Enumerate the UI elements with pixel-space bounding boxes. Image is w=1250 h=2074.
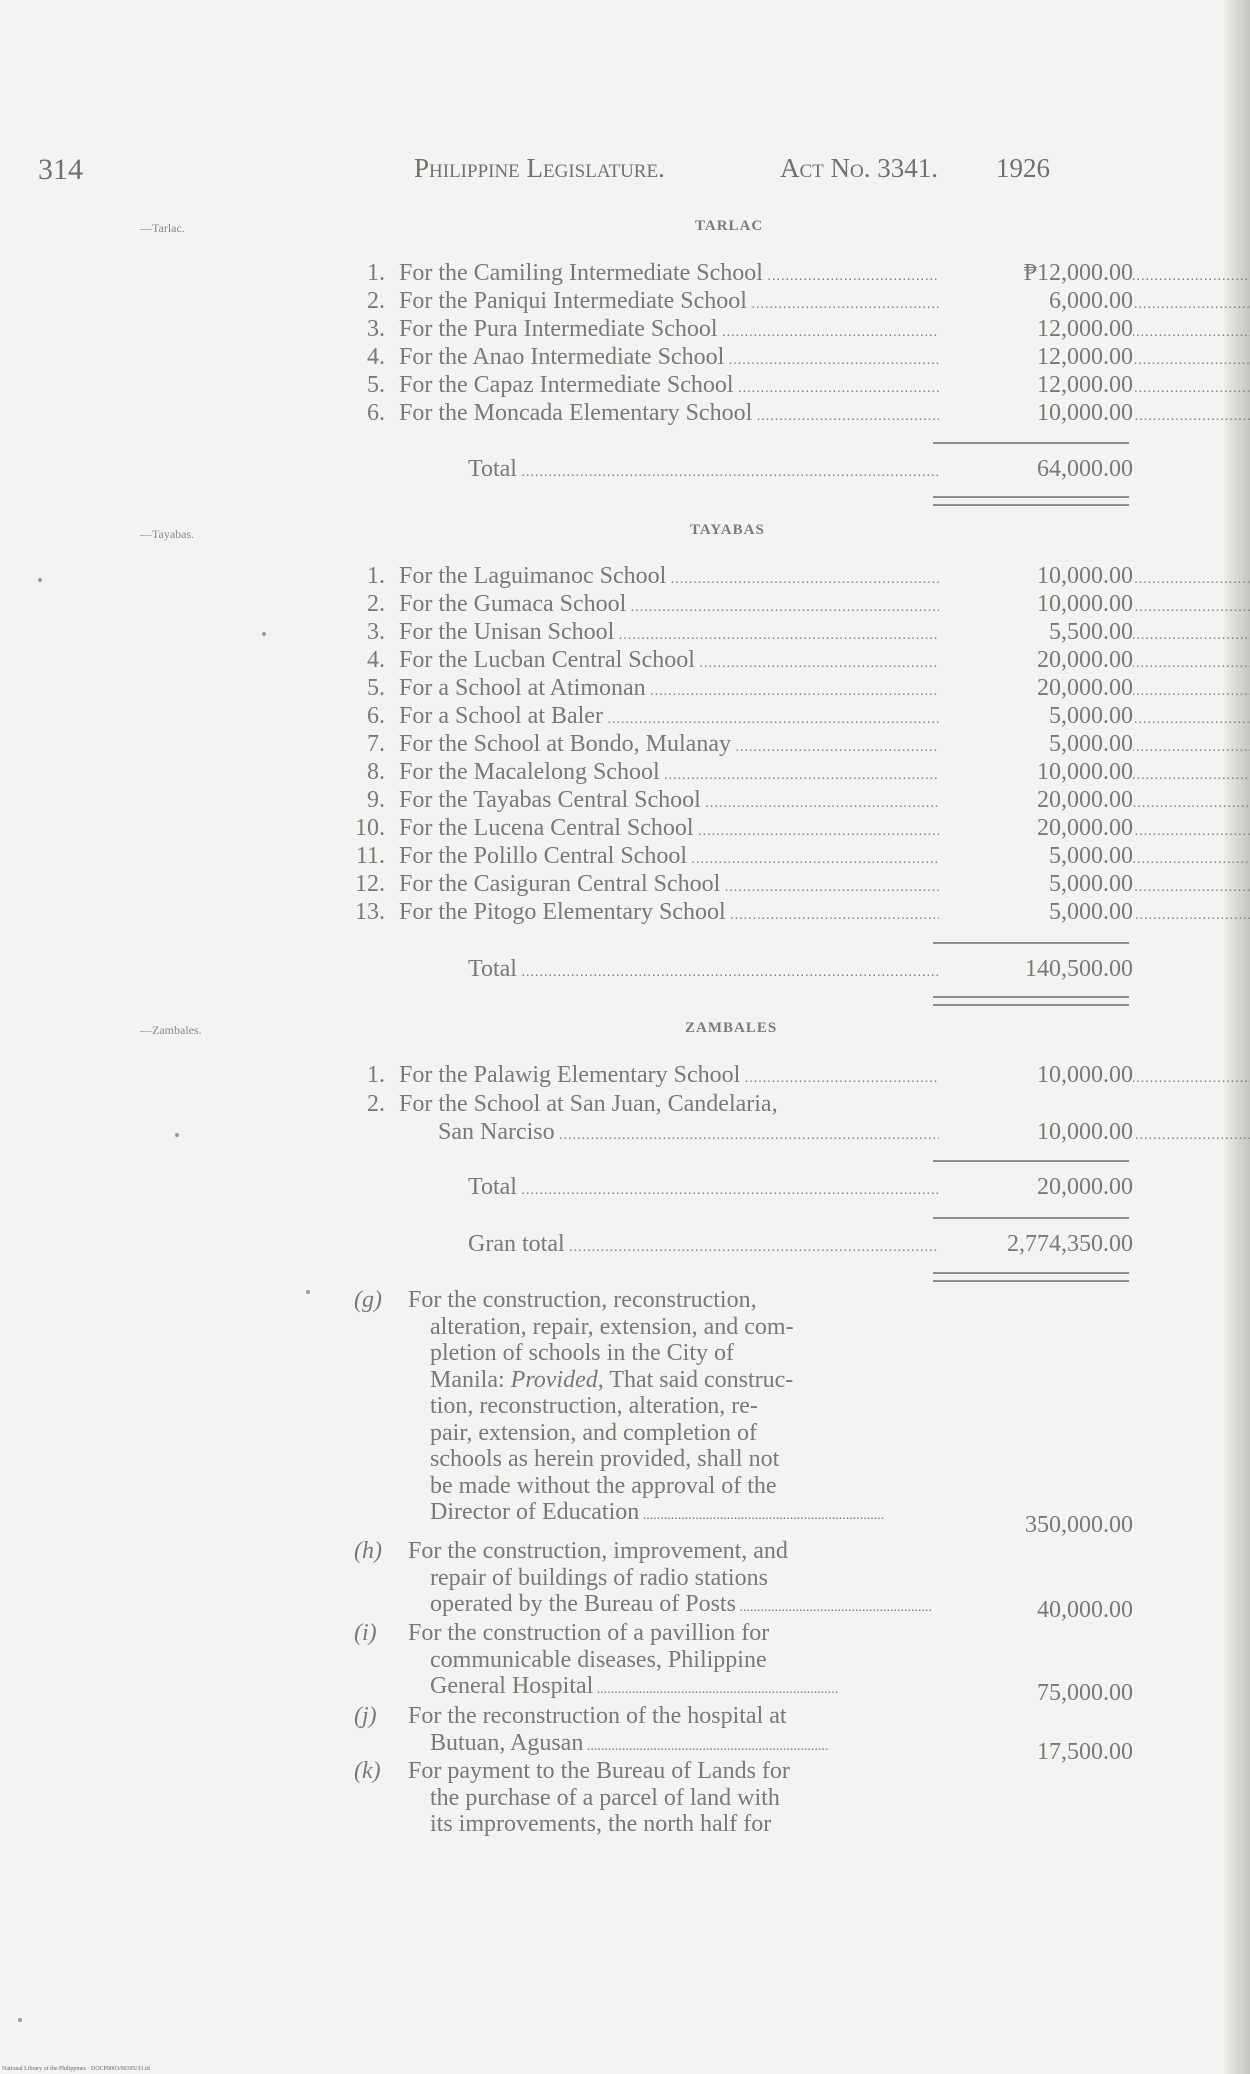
item-amount: 12,000.00: [963, 343, 1133, 372]
paragraph-line: Director of Education .....: [408, 1499, 933, 1530]
item-label: For the Lucena Central School .....: [399, 814, 1250, 846]
item-amount: 10,000.00: [963, 399, 1133, 428]
list-item: [345, 758, 1133, 787]
section-total-row: [468, 1173, 1133, 1202]
item-amount: 12,000.00: [963, 371, 1133, 400]
paragraph-line: schools as herein provided, shall not: [430, 1446, 780, 1472]
paragraph-amount: 75,000.00: [1037, 1680, 1133, 1706]
item-amount: 20,000.00: [963, 646, 1133, 675]
item-label: For the School at Bondo, Mulanay .....: [399, 730, 1250, 762]
item-label: For a School at Baler .....: [399, 702, 1250, 734]
scan-speck: [306, 1290, 310, 1294]
subtotal-rule: [933, 942, 1129, 944]
list-item: [345, 870, 1133, 899]
paragraph-line: communicable diseases, Philippine: [430, 1646, 767, 1673]
item-number: 5.: [367, 372, 385, 398]
running-title: Philippine Legislature.: [414, 153, 665, 183]
item-number: 4.: [367, 344, 385, 370]
provided-prefix: Manila:: [430, 1366, 511, 1393]
paragraph-mark: (h): [354, 1538, 382, 1564]
item-amount: 20,000.00: [963, 786, 1133, 815]
item-amount: 5,000.00: [963, 870, 1133, 899]
provided-word: Provided: [510, 1366, 598, 1393]
item-label: For the Polillo Central School .....: [399, 842, 1250, 874]
item-amount: 12,000.00: [963, 315, 1133, 344]
item-number: 1.: [367, 1062, 385, 1088]
grand-total-row: [468, 1230, 1133, 1259]
subtotal-rule: [933, 442, 1129, 444]
item-amount: 10,000.00: [963, 562, 1133, 591]
list-item: [345, 287, 1133, 316]
paragraph-i: [354, 1620, 933, 1704]
total-label: Total .....: [468, 955, 938, 987]
item-number: 10.: [355, 815, 385, 841]
paragraph-mark: (g): [354, 1287, 382, 1313]
paragraph-line: alteration, repair, extension, and com-: [430, 1313, 794, 1340]
item-label: For the Palawig Elementary School .....: [399, 1061, 1250, 1093]
item-label: For a School at Atimonan .....: [399, 674, 1250, 706]
item-amount: 10,000.00: [963, 758, 1133, 787]
item-label-continuation: San Narciso .....: [438, 1118, 1250, 1150]
grand-total-label: Gran total .....: [468, 1230, 938, 1262]
paragraph-line: For payment to the Bureau of Lands for: [408, 1758, 790, 1784]
section-total-row: [468, 955, 1133, 984]
paragraph-line: For the reconstruction of the hospital at: [408, 1703, 787, 1729]
item-label: For the Camiling Intermediate School .....: [399, 259, 1250, 291]
paragraph-amount: 17,500.00: [1037, 1739, 1133, 1765]
margin-note-zambales: —Zambales.: [140, 1023, 202, 1037]
scan-speck: [262, 632, 266, 636]
item-number: 5.: [367, 675, 385, 701]
item-number: 2.: [367, 288, 385, 314]
list-item: [345, 786, 1133, 815]
item-label: For the Moncada Elementary School .....: [399, 399, 1250, 431]
paragraph-mark: (k): [354, 1758, 381, 1784]
list-item: [345, 1090, 1133, 1119]
section-total-row: [468, 455, 1133, 484]
section-heading-tayabas: TAYABAS: [690, 522, 765, 538]
double-rule: [933, 496, 1129, 506]
list-item: [345, 898, 1133, 927]
item-number: 9.: [367, 787, 385, 813]
list-item: [345, 590, 1133, 619]
section-heading-tarlac: TARLAC: [695, 218, 764, 234]
item-number: 3.: [367, 316, 385, 342]
paragraph-mark: (i): [354, 1620, 377, 1646]
paragraph-line: Butuan, Agusan .....: [408, 1730, 933, 1761]
list-item: [345, 618, 1133, 647]
list-item: [345, 315, 1133, 344]
paragraph-h: [354, 1538, 933, 1622]
provided-rest: , That said construc-: [597, 1366, 794, 1393]
item-label: For the Laguimanoc School .....: [399, 562, 1250, 594]
item-amount: 6,000.00: [963, 287, 1133, 316]
list-item: [345, 1061, 1133, 1090]
list-item: [345, 343, 1133, 372]
item-number: 11.: [355, 843, 385, 869]
item-amount: 5,500.00: [963, 618, 1133, 647]
list-item: [345, 702, 1133, 731]
list-item: [345, 674, 1133, 703]
paragraph-line: For the construction, reconstruction,: [408, 1287, 757, 1313]
list-item: [345, 814, 1133, 843]
item-amount: 5,000.00: [963, 730, 1133, 759]
item-label: For the Casiguran Central School .....: [399, 870, 1250, 902]
item-number: 6.: [367, 703, 385, 729]
margin-note-tayabas: —Tayabas.: [140, 527, 195, 541]
double-rule: [933, 1272, 1129, 1282]
total-label: Total .....: [468, 455, 938, 487]
item-number: 3.: [367, 619, 385, 645]
item-label: For the Pura Intermediate School .....: [399, 315, 1250, 347]
paragraph-amount: 40,000.00: [1037, 1597, 1133, 1623]
paragraph-line: its improvements, the north half for: [430, 1811, 772, 1837]
list-item: [345, 371, 1133, 400]
act-number: Act No. 3341.: [780, 153, 938, 183]
item-amount: 10,000.00: [963, 1061, 1133, 1090]
year: 1926: [996, 153, 1050, 183]
paragraph-line: pair, extension, and completion of: [430, 1419, 757, 1446]
item-amount: 20,000.00: [963, 674, 1133, 703]
item-number: 2.: [367, 591, 385, 617]
paragraph-amount: 350,000.00: [1025, 1512, 1133, 1538]
paragraph-line: be made without the approval of the: [430, 1472, 777, 1499]
paragraph-line: pletion of schools in the City of: [430, 1340, 734, 1366]
paragraph-line: the purchase of a parcel of land with: [430, 1784, 780, 1811]
page-number: 314: [38, 153, 83, 186]
total-amount: 20,000.00: [1037, 1174, 1133, 1200]
paragraph-mark: (j): [354, 1703, 377, 1729]
item-number: 1.: [367, 260, 385, 286]
item-amount: 5,000.00: [963, 842, 1133, 871]
grand-total-amount: 2,774,350.00: [1007, 1231, 1133, 1257]
list-item: [345, 399, 1133, 428]
item-amount: 5,000.00: [963, 898, 1133, 927]
item-number: 1.: [367, 563, 385, 589]
subtotal-rule: [933, 1160, 1129, 1162]
item-amount: 20,000.00: [963, 814, 1133, 843]
scan-speck: [175, 1133, 179, 1137]
item-number: 7.: [367, 731, 385, 757]
item-label: For the Tayabas Central School .....: [399, 786, 1250, 818]
paragraph-line: operated by the Bureau of Posts .....: [408, 1591, 933, 1622]
paragraph-line: repair of buildings of radio stations: [430, 1564, 768, 1591]
subtotal-rule: [933, 1217, 1129, 1219]
list-item: [345, 730, 1133, 759]
margin-note-tarlac: —Tarlac.: [140, 221, 185, 235]
paragraph-g: [354, 1287, 933, 1530]
item-number: 8.: [367, 759, 385, 785]
item-label: For the Macalelong School .....: [399, 758, 1250, 790]
item-label: For the Gumaca School .....: [399, 590, 1250, 622]
item-number: 12.: [355, 871, 385, 897]
item-amount: ₱12,000.00: [963, 259, 1133, 288]
double-rule: [933, 996, 1129, 1006]
item-amount: 10,000.00: [963, 1118, 1133, 1147]
total-amount: 64,000.00: [1037, 456, 1133, 482]
item-amount: 5,000.00: [963, 702, 1133, 731]
item-number: 13.: [355, 899, 385, 925]
total-label: Total .....: [468, 1173, 938, 1205]
item-label: For the Anao Intermediate School .....: [399, 343, 1250, 375]
section-heading-zambales: ZAMBALES: [685, 1020, 778, 1036]
item-label: For the Paniqui Intermediate School .....: [399, 287, 1250, 319]
paragraph-line: For the construction of a pavillion for: [408, 1620, 770, 1646]
list-item-continuation: [345, 1118, 1133, 1147]
paragraph-line: tion, reconstruction, alteration, re-: [430, 1393, 758, 1419]
list-item: [345, 259, 1133, 288]
item-amount: 10,000.00: [963, 590, 1133, 619]
paragraph-j: [354, 1703, 933, 1760]
list-item: [345, 646, 1133, 675]
item-number: 2.: [367, 1091, 385, 1117]
scan-speck: [18, 2018, 22, 2022]
paragraph-line: [408, 1367, 933, 1394]
item-label: For the Capaz Intermediate School .....: [399, 371, 1250, 403]
item-label: For the School at San Juan, Candelaria,: [399, 1091, 778, 1117]
item-label: For the Unisan School .....: [399, 618, 1250, 650]
item-number: 4.: [367, 647, 385, 673]
item-label: For the Lucban Central School .....: [399, 646, 1250, 678]
paragraph-k: [354, 1758, 933, 1838]
paragraph-line: For the construction, improvement, and: [408, 1538, 788, 1564]
archive-footer-note: National Library of the Philippines · DOCP0003/00395/33.tif: [2, 2066, 151, 2072]
item-label: For the Pitogo Elementary School .....: [399, 898, 1250, 930]
list-item: [345, 842, 1133, 871]
list-item: [345, 562, 1133, 591]
item-number: 6.: [367, 400, 385, 426]
total-amount: 140,500.00: [1025, 956, 1133, 982]
paragraph-line: General Hospital .....: [408, 1673, 933, 1704]
scan-speck: [38, 578, 42, 582]
